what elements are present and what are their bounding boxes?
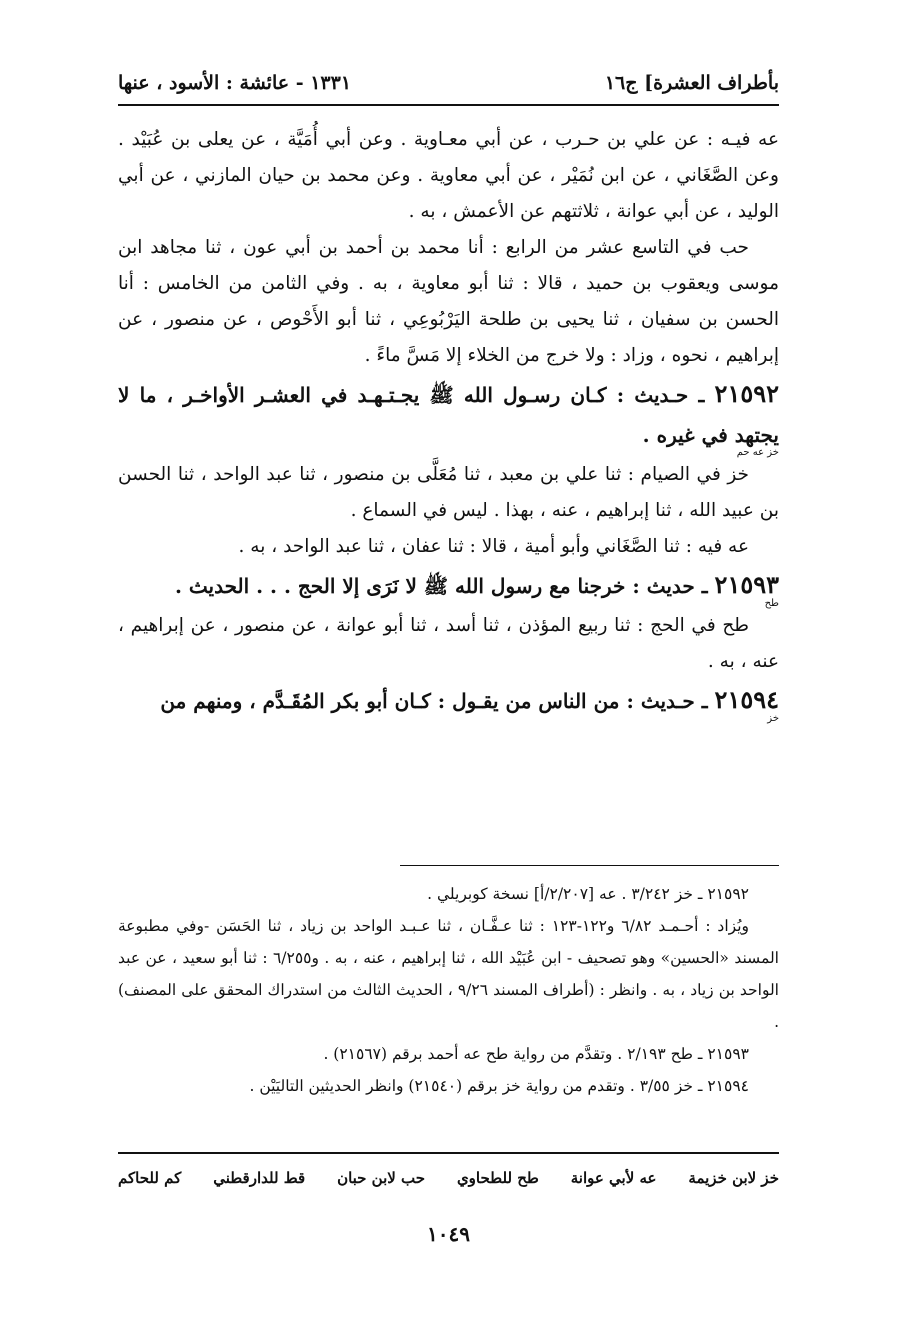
hadith-text: ـ حـديث : من الناس من يقـول : كـان أبو بكر المُقَـدَّم ، ومنهم من	[160, 689, 708, 713]
sigla-rule	[118, 1152, 779, 1154]
hadith-entry	[118, 565, 779, 608]
siglum: قط للدارقطني	[213, 1169, 306, 1187]
hadith-number: ٢١٥٩٢	[714, 379, 779, 408]
header-right-title: بأطراف العشرة] ج١٦	[604, 72, 779, 94]
header-rule	[118, 104, 779, 106]
hadith-number: ٢١٥٩٣	[714, 570, 779, 599]
hadith-entry	[118, 680, 779, 723]
siglum: كم للحاكم	[118, 1169, 182, 1187]
source-marks: خز	[767, 713, 779, 724]
footnotes	[118, 878, 779, 1102]
paragraph: خز في الصيام : ثنا علي بن معبد ، ثنا مُعَلَّى بن منصور ، ثنا عبد الواحد ، ثنا الحسن بن عبيد الله ، ثنا إبراهيم ، عنه ، بهذا . ليس في السماع .	[118, 464, 779, 521]
header-left-title: ١٣٣١ - عائشة : الأسود ، عنها	[118, 72, 352, 94]
page-number: ١٠٤٩	[427, 1222, 470, 1246]
sigla-legend	[118, 1164, 779, 1192]
siglum: عه لأبي عوانة	[570, 1169, 657, 1187]
footnote: ٢١٥٩٤ ـ خز ٣/٥٥ . وتقدم من رواية خز برقم (٢١٥٤٠) وانظر الحديثين التاليَيْن .	[249, 1077, 749, 1095]
running-header	[118, 58, 779, 94]
hadith-entry	[118, 374, 779, 457]
footnote: ٢١٥٩٣ ـ طح ٢/١٩٣ . وتقدَّم من رواية طح عه أحمد برقم (٢١٥٦٧) .	[323, 1045, 749, 1063]
siglum: حب لابن حبان	[337, 1169, 426, 1187]
siglum: خز لابن خزيمة	[688, 1169, 779, 1187]
paragraph: عه فيه : ثنا الصَّغَاني وأبو أمية ، قالا : ثنا عفان ، ثنا عبد الواحد ، به .	[238, 536, 749, 557]
hadith-number: ٢١٥٩٤	[714, 685, 779, 714]
footnote-rule	[400, 865, 779, 866]
footnote: ٢١٥٩٢ ـ خز ٣/٢٤٢ . عه [٢/٢٠٧/أ] نسخة كوبريلي .	[427, 885, 749, 903]
paragraph: عه فيـه : عن علي بن حـرب ، عن أبي معـاوية . وعن أبي أُمَيَّة ، عن يعلى بن عُبَيْد . وعن الصَّغَاني ، عن ابن نُمَيْر ، عن أبي معاوية . وعن محمد بن حيان المازني ، عن أبي الوليد ، عن أبي عوانة ، ثلاثتهم عن الأعمش ، به .	[118, 129, 779, 222]
hadith-text: ـ حـديث : كـان رسـول الله ﷺ يجـتـهـد في العشـر الأواخـر ، ما لا يجتهد في غيره .	[118, 383, 779, 447]
siglum: طح للطحاوي	[456, 1169, 539, 1187]
paragraph: حب في التاسع عشر من الرابع : أنا محمد بن أحمد بن أبي عون ، ثنا مجاهد ابن موسى ويعقوب بن حميد ، قالا : ثنا أبو معاوية ، به . وفي الثامن من الخامس : أنا الحسن بن سفيان ، ثنا يحيى بن طلحة اليَرْبُوعِي ، ثنا أبو الأَحْوص ، عن منصور ، عن إبراهيم ، نحوه ، وزاد : ولا خرج من الخلاء إلا مَسَّ ماءً .	[118, 237, 779, 366]
hadith-text: ـ حديث : خرجنا مع رسول الله ﷺ لا نَرَى إلا الحج . . . الحديث .	[174, 574, 708, 598]
source-marks: طح	[764, 598, 779, 609]
footnote: ويُزاد : أحـمـد ٦/٨٢ و١٢٢-١٢٣ : ثنا عـفَّـان ، ثنا عـبـد الواحد بن زياد ، ثنا الحَسَن -وفي مطبوعة المسند «الحسين» وهو تصحيف - ابن عُبَيْد الله ، ثنا إبراهيم ، عنه ، به . و٦/٢٥٥ : ثنا أبو سعيد ، عن عبد الواحد بن زياد ، به . وانظر : (أطراف المسند ٩/٢٦ ، الحديث الثالث من استدراك المحقق على المصنف) .	[118, 917, 779, 1031]
source-marks: خز عه حم	[736, 447, 779, 458]
main-text	[118, 122, 779, 723]
paragraph: طح في الحج : ثنا ربيع المؤذن ، ثنا أسد ، ثنا أبو عوانة ، عن منصور ، عن إبراهيم ، عنه ، به .	[118, 615, 779, 672]
